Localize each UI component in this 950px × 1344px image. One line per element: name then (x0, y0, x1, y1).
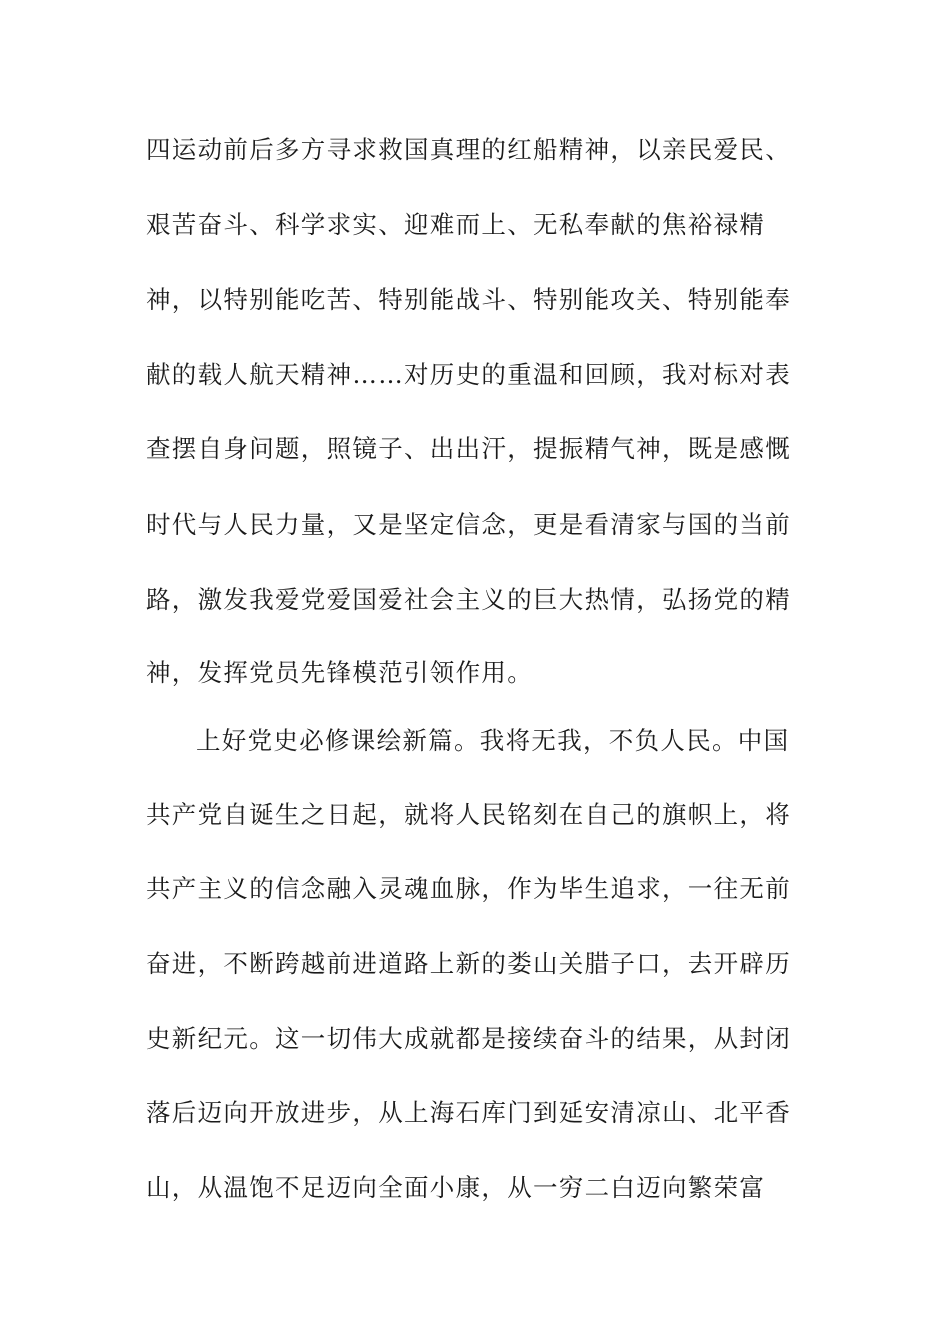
text-line: 献的载人航天精神……对历史的重温和回顾，我对标对表 (146, 360, 791, 389)
text-line: 艰苦奋斗、科学求实、迎难而上、无私奉献的焦裕禄精 (146, 210, 766, 239)
text-line: 落后迈向开放进步，从上海石库门到延安清凉山、北平香 (146, 1098, 791, 1127)
text-line: 共产主义的信念融入灵魂血脉，作为毕生追求，一往无前 (146, 874, 791, 903)
text-line: 神，发挥党员先锋模范引领作用。 (146, 658, 533, 687)
text-line: 路，激发我爱党爱国爱社会主义的巨大热情，弘扬党的精 (146, 585, 791, 614)
text-line: 时代与人民力量，又是坚定信念，更是看清家与国的当前 (146, 510, 791, 539)
text-line: 山，从温饱不足迈向全面小康，从一穷二白迈向繁荣富 (146, 1173, 766, 1202)
text-line: 查摆自身问题，照镜子、出出汗，提振精气神，既是感慨 (146, 434, 791, 463)
paragraph-first-line: 上好党史必修课绘新篇。我将无我，不负人民。中国 (196, 726, 790, 755)
text-line: 四运动前后多方寻求救国真理的红船精神，以亲民爱民、 (146, 135, 791, 164)
text-line: 史新纪元。这一切伟大成就都是接续奋斗的结果，从封闭 (146, 1024, 791, 1053)
text-line: 共产党自诞生之日起，就将人民铭刻在自己的旗帜上，将 (146, 800, 791, 829)
text-line: 奋进，不断跨越前进道路上新的娄山关腊子口，去开辟历 (146, 949, 791, 978)
text-line: 神，以特别能吃苦、特别能战斗、特别能攻关、特别能奉 (146, 285, 791, 314)
